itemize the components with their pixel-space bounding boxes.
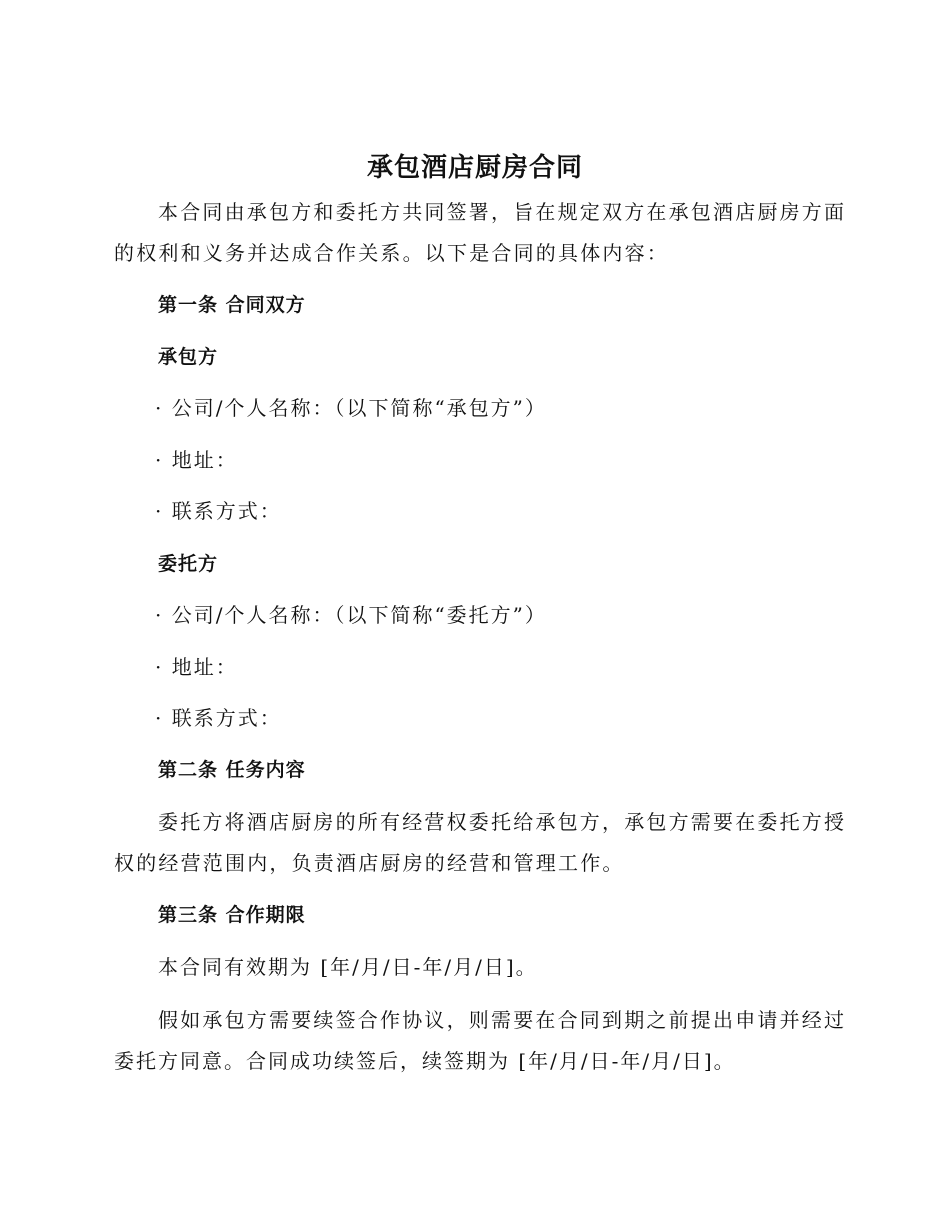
party-a-name-field: · 公司/个人名称：（以下简称“承包方”） bbox=[155, 396, 547, 420]
intro-line-1: 本合同由承包方和委托方共同签署，旨在规定双方在承包酒店厨房方面 bbox=[158, 200, 847, 224]
party-b-heading: 委托方 bbox=[158, 553, 219, 575]
document-title: 承包酒店厨房合同 bbox=[366, 153, 583, 183]
party-a-address-field: · 地址： bbox=[155, 448, 238, 472]
party-b-name-field: · 公司/个人名称：（以下简称“委托方”） bbox=[155, 603, 547, 627]
article-3-renewal-line-1: 假如承包方需要续签合作协议，则需要在合同到期之前提出申请并经过 bbox=[158, 1008, 847, 1032]
intro-line-2: 的权利和义务并达成合作关系。以下是合同的具体内容： bbox=[114, 241, 669, 265]
article-3-term: 本合同有效期为 [年/月/日-年/月/日]。 bbox=[158, 955, 538, 979]
party-a-contact-field: · 联系方式： bbox=[155, 499, 282, 523]
article-2-line-2: 权的经营范围内，负责酒店厨房的经营和管理工作。 bbox=[114, 851, 625, 875]
party-a-heading: 承包方 bbox=[158, 346, 219, 368]
article-3-renewal-line-2: 委托方同意。合同成功续签后，续签期为 [年/月/日-年/月/日]。 bbox=[114, 1049, 736, 1073]
party-b-address-field: · 地址： bbox=[155, 655, 238, 679]
article-1-heading: 第一条 合同双方 bbox=[158, 294, 306, 316]
article-2-line-1: 委托方将酒店厨房的所有经营权委托给承包方，承包方需要在委托方授 bbox=[158, 810, 847, 834]
party-b-contact-field: · 联系方式： bbox=[155, 706, 282, 730]
article-3-heading: 第三条 合作期限 bbox=[158, 904, 306, 926]
article-2-heading: 第二条 任务内容 bbox=[158, 759, 306, 781]
